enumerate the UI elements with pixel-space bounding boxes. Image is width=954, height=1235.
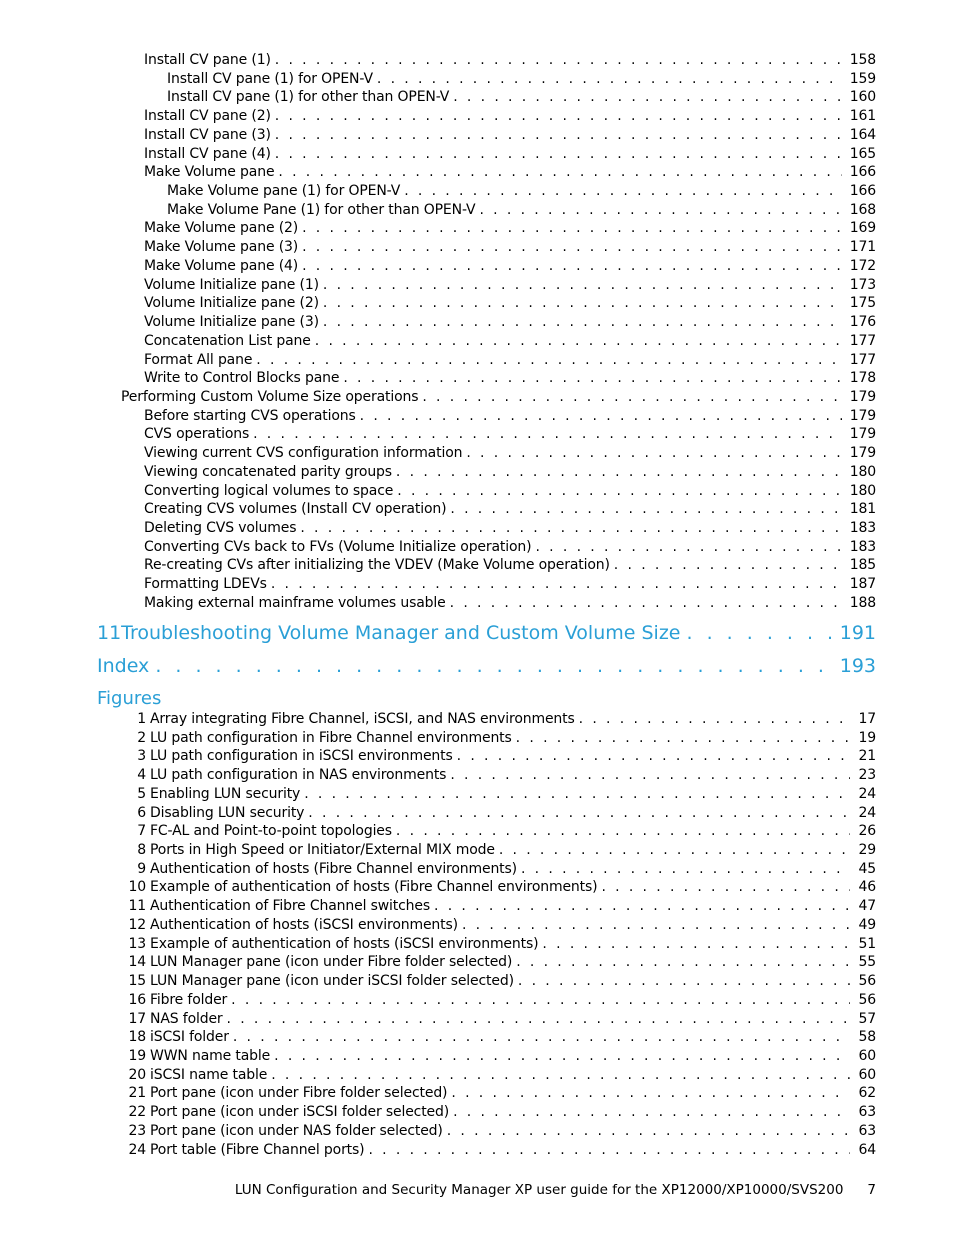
toc-entry-title: Making external mainframe volumes usable bbox=[144, 594, 446, 611]
figure-entry[interactable] bbox=[118, 1028, 876, 1046]
figure-entry[interactable] bbox=[118, 785, 876, 803]
figure-page: 56 bbox=[858, 973, 876, 990]
figure-entry[interactable] bbox=[118, 1141, 876, 1159]
figure-entry[interactable] bbox=[118, 841, 876, 859]
figure-number: 13 bbox=[128, 935, 146, 952]
dot-leader bbox=[450, 594, 842, 612]
toc-entry-page: 166 bbox=[849, 164, 876, 181]
figure-number: 22 bbox=[128, 1104, 146, 1121]
chapter-title: Index bbox=[97, 655, 150, 677]
figure-number: 15 bbox=[128, 973, 146, 990]
figure-title: Disabling LUN security bbox=[150, 804, 305, 821]
figure-title: Port table (Fibre Channel ports) bbox=[150, 1141, 365, 1158]
figure-title: FC-AL and Point-to-point topologies bbox=[150, 823, 392, 840]
toc-entry[interactable] bbox=[144, 463, 876, 481]
dot-leader bbox=[451, 1084, 850, 1102]
figure-title: Fibre folder bbox=[150, 991, 228, 1008]
toc-entry-page: 179 bbox=[849, 407, 876, 424]
dot-leader bbox=[360, 407, 842, 425]
toc-entry-page: 187 bbox=[849, 576, 876, 593]
toc-entry[interactable] bbox=[144, 332, 876, 350]
figure-entry[interactable] bbox=[118, 916, 876, 934]
figure-entry[interactable] bbox=[118, 1066, 876, 1084]
dot-leader bbox=[377, 70, 842, 88]
figure-page: 56 bbox=[858, 991, 876, 1008]
figure-page: 63 bbox=[858, 1122, 876, 1139]
figure-title: Example of authentication of hosts (Fibre Channel environments) bbox=[150, 879, 598, 896]
toc-entry-title: Install CV pane (1) for other than OPEN-V bbox=[167, 89, 450, 106]
toc-entry-title: Formatting LDEVs bbox=[144, 576, 267, 593]
figure-page: 24 bbox=[858, 804, 876, 821]
figure-title: Port pane (icon under NAS folder selected) bbox=[150, 1122, 443, 1139]
toc-entry-page: 179 bbox=[849, 388, 876, 405]
dot-leader bbox=[308, 804, 850, 822]
figure-title: Authentication of Fibre Channel switches bbox=[150, 898, 431, 915]
toc-entry[interactable] bbox=[144, 51, 876, 69]
dot-leader bbox=[450, 766, 850, 784]
toc-entry-title: Volume Initialize pane (3) bbox=[144, 314, 319, 331]
dot-leader bbox=[343, 369, 841, 387]
figure-page: 60 bbox=[858, 1047, 876, 1064]
figure-entry[interactable] bbox=[118, 991, 876, 1009]
figure-title: Example of authentication of hosts (iSCSI environments) bbox=[150, 935, 539, 952]
figure-page: 23 bbox=[858, 767, 876, 784]
figure-number: 17 bbox=[128, 1010, 146, 1027]
toc-entry-page: 179 bbox=[849, 445, 876, 462]
toc-entry-title: Make Volume pane (3) bbox=[144, 239, 299, 256]
figure-number: 16 bbox=[128, 991, 146, 1008]
figure-page: 62 bbox=[858, 1085, 876, 1102]
page-footer bbox=[234, 1181, 876, 1199]
figure-entry[interactable] bbox=[118, 766, 876, 784]
dot-leader bbox=[422, 388, 841, 406]
figure-title: Ports in High Speed or Initiator/External MIX mode bbox=[150, 842, 495, 859]
dot-leader bbox=[233, 1028, 851, 1046]
figure-title: Enabling LUN security bbox=[150, 785, 301, 802]
figure-page: 26 bbox=[858, 823, 876, 840]
dot-leader bbox=[614, 556, 842, 574]
chapter-title: 11Troubleshooting Volume Manager and Custom Volume Size bbox=[97, 622, 681, 644]
footer-title: LUN Configuration and Security Manager XP user guide for the XP12000/XP10000/SVS200 bbox=[234, 1182, 844, 1198]
toc-entry-title: Make Volume pane (2) bbox=[144, 220, 299, 237]
toc-entry[interactable] bbox=[144, 369, 876, 387]
dot-leader bbox=[601, 878, 850, 896]
figure-page: 64 bbox=[858, 1141, 876, 1158]
toc-entry[interactable] bbox=[144, 257, 876, 275]
figure-title: Port pane (icon under Fibre folder selected) bbox=[150, 1085, 448, 1102]
dot-leader bbox=[368, 1141, 850, 1159]
toc-entry-page: 159 bbox=[849, 70, 876, 87]
toc-entry-title: Performing Custom Volume Size operations bbox=[121, 388, 419, 405]
dot-leader bbox=[300, 519, 841, 537]
figure-entry[interactable] bbox=[118, 710, 876, 728]
figure-entry[interactable] bbox=[118, 1010, 876, 1028]
toc-entry-title: Volume Initialize pane (2) bbox=[144, 295, 319, 312]
figure-page: 24 bbox=[858, 785, 876, 802]
figure-title: LUN Manager pane (icon under iSCSI folder selected) bbox=[150, 973, 514, 990]
dot-leader bbox=[499, 841, 851, 859]
toc-entry-page: 166 bbox=[849, 183, 876, 200]
figure-page: 51 bbox=[858, 935, 876, 952]
figure-entry[interactable] bbox=[118, 1103, 876, 1121]
dot-leader bbox=[397, 482, 841, 500]
figure-page: 49 bbox=[858, 916, 876, 933]
figure-page: 58 bbox=[858, 1029, 876, 1046]
toc-entry-title: Concatenation List pane bbox=[144, 332, 311, 349]
toc-entry-title: Install CV pane (1) for OPEN-V bbox=[167, 70, 373, 87]
dot-leader bbox=[271, 575, 842, 593]
toc-entry[interactable] bbox=[144, 351, 876, 369]
dot-leader bbox=[535, 538, 841, 556]
dot-leader bbox=[275, 145, 842, 163]
figure-entry[interactable] bbox=[118, 860, 876, 878]
toc-entry-page: 183 bbox=[849, 520, 876, 536]
dot-leader bbox=[302, 238, 842, 256]
footer-page-number: 7 bbox=[867, 1182, 876, 1198]
figure-number: 24 bbox=[128, 1141, 146, 1158]
dot-leader bbox=[231, 991, 850, 1009]
toc-entry-page: 168 bbox=[849, 201, 876, 218]
dot-leader bbox=[579, 710, 851, 728]
figure-number: 12 bbox=[128, 916, 146, 933]
figure-number: 18 bbox=[128, 1029, 146, 1046]
dot-leader bbox=[447, 1122, 851, 1140]
dot-leader bbox=[323, 276, 842, 294]
figure-title: Authentication of hosts (Fibre Channel environments) bbox=[150, 860, 517, 877]
toc-entry-title: Viewing current CVS configuration information bbox=[144, 445, 463, 462]
figure-page: 17 bbox=[858, 711, 876, 727]
toc-entry-page: 183 bbox=[849, 538, 876, 555]
figure-title: LU path configuration in iSCSI environments bbox=[150, 748, 453, 765]
toc-entry-title: Format All pane bbox=[144, 351, 253, 368]
dot-leader bbox=[304, 785, 850, 803]
toc-entry-title: Deleting CVS volumes bbox=[144, 520, 297, 536]
dot-leader bbox=[687, 621, 838, 645]
figure-number: 21 bbox=[128, 1085, 146, 1102]
figure-number: 7 bbox=[137, 823, 146, 840]
toc-entry-page: 173 bbox=[849, 276, 876, 293]
toc-entry[interactable] bbox=[167, 88, 876, 106]
toc-entry[interactable] bbox=[167, 201, 876, 219]
dot-leader bbox=[271, 1066, 850, 1084]
toc-entry-title: Write to Control Blocks pane bbox=[144, 370, 340, 387]
figure-title: LU path configuration in Fibre Channel environments bbox=[150, 729, 512, 746]
dot-leader bbox=[521, 860, 851, 878]
dot-leader bbox=[278, 163, 841, 181]
toc-entry[interactable] bbox=[144, 107, 876, 125]
figure-number: 4 bbox=[137, 767, 146, 784]
figure-number: 2 bbox=[137, 729, 146, 746]
dot-leader bbox=[155, 654, 837, 678]
dot-leader bbox=[274, 1047, 850, 1065]
figure-title: Array integrating Fibre Channel, iSCSI, and NAS environments bbox=[150, 711, 575, 727]
toc-entry-title: Install CV pane (1) bbox=[144, 52, 271, 68]
toc-entry[interactable] bbox=[144, 556, 876, 574]
toc-entry-title: Re-creating CVs after initializing the VDEV (Make Volume operation) bbox=[144, 557, 610, 574]
toc-entry-page: 175 bbox=[849, 295, 876, 312]
dot-leader bbox=[479, 201, 841, 219]
dot-leader bbox=[466, 444, 841, 462]
toc-entry-title: Converting CVs back to FVs (Volume Initialize operation) bbox=[144, 538, 532, 555]
dot-leader bbox=[518, 972, 851, 990]
figure-number: 6 bbox=[137, 804, 146, 821]
toc-entry-title: Volume Initialize pane (1) bbox=[144, 276, 319, 293]
figure-entry[interactable] bbox=[118, 804, 876, 822]
dot-leader bbox=[323, 294, 842, 312]
toc-entry[interactable] bbox=[144, 538, 876, 556]
figure-page: 47 bbox=[858, 898, 876, 915]
toc-entry-title: Install CV pane (3) bbox=[144, 126, 271, 143]
figure-title: Port pane (icon under iSCSI folder selected) bbox=[150, 1104, 450, 1121]
toc-entry-page: 180 bbox=[849, 482, 876, 499]
figure-title: iSCSI name table bbox=[150, 1066, 268, 1083]
dot-leader bbox=[302, 257, 842, 275]
toc-entry-title: CVS operations bbox=[144, 426, 250, 443]
toc-entry-title: Converting logical volumes to space bbox=[144, 482, 394, 499]
figure-number: 1 bbox=[137, 711, 146, 727]
dot-leader bbox=[227, 1010, 851, 1028]
dot-leader bbox=[542, 935, 850, 953]
toc-entry-page: 179 bbox=[849, 426, 876, 443]
figure-number: 19 bbox=[128, 1047, 146, 1064]
toc-entry[interactable] bbox=[144, 126, 876, 144]
figure-entry[interactable] bbox=[118, 1084, 876, 1102]
figure-title: Authentication of hosts (iSCSI environments) bbox=[150, 916, 458, 933]
figure-entry[interactable] bbox=[118, 935, 876, 953]
toc-entry[interactable] bbox=[144, 407, 876, 425]
figure-entry[interactable] bbox=[118, 878, 876, 896]
toc-entry[interactable] bbox=[144, 500, 876, 518]
dot-leader bbox=[396, 463, 842, 481]
toc-entry-page: 177 bbox=[849, 351, 876, 368]
dot-leader bbox=[516, 953, 850, 971]
toc-entry-title: Before starting CVS operations bbox=[144, 407, 356, 424]
figure-page: 55 bbox=[858, 954, 876, 971]
toc-entry[interactable] bbox=[144, 482, 876, 500]
figure-title: LU path configuration in NAS environments bbox=[150, 767, 447, 784]
toc-entry[interactable] bbox=[144, 444, 876, 462]
figure-entry[interactable] bbox=[118, 822, 876, 840]
toc-entry-page: 171 bbox=[849, 239, 876, 256]
figure-number: 5 bbox=[137, 785, 146, 802]
dot-leader bbox=[275, 126, 842, 144]
dot-leader bbox=[462, 916, 851, 934]
toc-entry[interactable] bbox=[144, 594, 876, 612]
figure-entry[interactable] bbox=[118, 897, 876, 915]
figure-entry[interactable] bbox=[118, 747, 876, 765]
toc-entry-page: 160 bbox=[849, 89, 876, 106]
dot-leader bbox=[323, 313, 842, 331]
figure-entry[interactable] bbox=[118, 1047, 876, 1065]
figures-heading: Figures bbox=[97, 688, 162, 709]
figure-entry[interactable] bbox=[118, 1122, 876, 1140]
toc-entry-page: 165 bbox=[849, 145, 876, 162]
figure-entry[interactable] bbox=[118, 729, 876, 747]
dot-leader bbox=[453, 1103, 850, 1121]
dot-leader bbox=[516, 729, 851, 747]
toc-entry-page: 185 bbox=[849, 557, 876, 574]
toc-entry-title: Creating CVS volumes (Install CV operation) bbox=[144, 501, 447, 518]
figure-number: 11 bbox=[128, 898, 146, 915]
figure-page: 63 bbox=[858, 1104, 876, 1121]
dot-leader bbox=[256, 351, 841, 369]
figure-title: LUN Manager pane (icon under Fibre folder selected) bbox=[150, 954, 513, 971]
toc-entry[interactable] bbox=[144, 219, 876, 237]
toc-entry-page: 181 bbox=[849, 501, 876, 518]
figure-entry[interactable] bbox=[118, 953, 876, 971]
figure-title: iSCSI folder bbox=[150, 1029, 229, 1046]
toc-entry[interactable] bbox=[144, 276, 876, 294]
toc-entry-title: Make Volume Pane (1) for other than OPEN-V bbox=[167, 201, 476, 218]
toc-entry-page: 180 bbox=[849, 463, 876, 480]
toc-entry-page: 172 bbox=[849, 257, 876, 274]
toc-entry-page: 158 bbox=[849, 52, 876, 68]
toc-entry[interactable] bbox=[121, 388, 876, 406]
toc-entry[interactable] bbox=[144, 238, 876, 256]
figure-page: 46 bbox=[858, 879, 876, 896]
figure-number: 3 bbox=[137, 748, 146, 765]
figure-page: 19 bbox=[858, 729, 876, 746]
figure-page: 60 bbox=[858, 1066, 876, 1083]
dot-leader bbox=[457, 747, 851, 765]
toc-entry[interactable] bbox=[167, 182, 876, 200]
toc-entry[interactable] bbox=[167, 70, 876, 88]
dot-leader bbox=[396, 822, 851, 840]
chapter-entry[interactable] bbox=[97, 621, 876, 645]
dot-leader bbox=[275, 107, 842, 125]
dot-leader bbox=[302, 219, 842, 237]
toc-entry[interactable] bbox=[144, 425, 876, 443]
figure-number: 23 bbox=[128, 1122, 146, 1139]
toc-entry-page: 176 bbox=[849, 314, 876, 331]
figure-page: 45 bbox=[858, 860, 876, 877]
figure-title: WWN name table bbox=[150, 1047, 271, 1064]
figure-page: 21 bbox=[858, 748, 876, 765]
figure-number: 9 bbox=[137, 860, 146, 877]
chapter-page: 193 bbox=[839, 655, 876, 677]
dot-leader bbox=[253, 425, 842, 443]
dot-leader bbox=[404, 182, 842, 200]
dot-leader bbox=[434, 897, 850, 915]
dot-leader bbox=[315, 332, 842, 350]
figure-number: 8 bbox=[137, 842, 146, 859]
toc-entry-page: 169 bbox=[849, 220, 876, 237]
figure-number: 14 bbox=[128, 954, 146, 971]
toc-entry[interactable] bbox=[144, 313, 876, 331]
figure-number: 10 bbox=[128, 879, 146, 896]
toc-entry-page: 188 bbox=[849, 594, 876, 611]
chapter-page: 191 bbox=[839, 622, 876, 644]
toc-entry-page: 161 bbox=[849, 108, 876, 125]
toc-entry[interactable] bbox=[144, 519, 876, 537]
toc-entry-title: Install CV pane (2) bbox=[144, 108, 271, 125]
toc-entry-title: Install CV pane (4) bbox=[144, 145, 271, 162]
toc-entry[interactable] bbox=[144, 575, 876, 593]
dot-leader bbox=[453, 88, 841, 106]
figure-number: 20 bbox=[128, 1066, 146, 1083]
figure-page: 57 bbox=[858, 1010, 876, 1027]
toc-entry-title: Make Volume pane bbox=[144, 164, 275, 181]
figure-page: 29 bbox=[858, 842, 876, 859]
toc-entry[interactable] bbox=[144, 145, 876, 163]
toc-entry-page: 164 bbox=[849, 126, 876, 143]
figure-title: NAS folder bbox=[150, 1010, 223, 1027]
toc-entry[interactable] bbox=[144, 294, 876, 312]
dot-leader bbox=[275, 51, 842, 69]
toc-entry-title: Make Volume pane (4) bbox=[144, 257, 299, 274]
toc-entry-title: Viewing concatenated parity groups bbox=[144, 463, 392, 480]
toc-entry-title: Make Volume pane (1) for OPEN-V bbox=[167, 183, 401, 200]
toc-entry-page: 177 bbox=[849, 332, 876, 349]
toc-entry-page: 178 bbox=[849, 370, 876, 387]
toc-entry[interactable] bbox=[144, 163, 876, 181]
chapter-entry[interactable] bbox=[97, 654, 876, 678]
figure-entry[interactable] bbox=[118, 972, 876, 990]
dot-leader bbox=[450, 500, 841, 518]
